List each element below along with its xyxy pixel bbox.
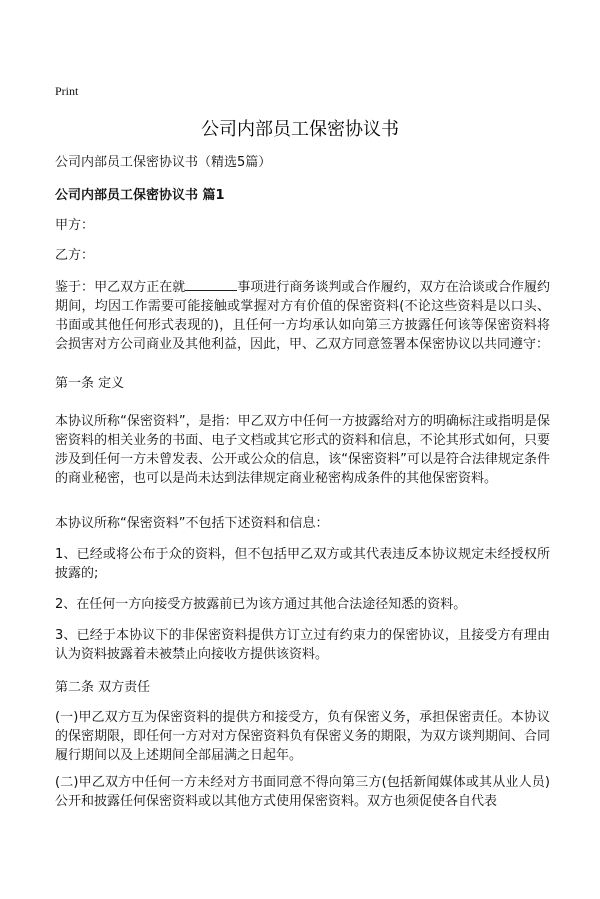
preamble-paragraph	[55, 278, 550, 354]
article1-item3: 3、已经于本协议下的非保密资料提供方订立过有约束力的保密协议，且接受方有理由认为资料披露着未被禁止向接收方提供该资料。	[55, 628, 550, 662]
preamble-rest: 事项进行商务谈判或合作履约，双方在洽谈或合作履约期间，均因工作需要可能接触或掌握对方有价值的保密资料(不论这些资料是以口头、书面或其他任何形式表现的)，且任何一方均承认如向第三方披露任何该等保密资料将会损害对方公司商业及其他利益，因此，甲、乙双方同意签署本保密协议以共同遵守：	[55, 280, 550, 352]
article2-paragraph2: (二)甲乙双方中任何一方未经对方书面同意不得向第三方(包括新闻媒体或其从业人员)公开和披露任何保密资料或以其他方式使用保密资料。双方也须促使各自代表	[55, 775, 550, 809]
article1-item1: 1、已经或将公布于众的资料，但不包括甲乙双方或其代表违反本协议规定未经授权所披露的;	[55, 547, 550, 581]
article2-paragraph1: (一)甲乙双方互为保密资料的提供方和接受方，负有保密义务，承担保密责任。本协议的保密期限，即任何一方对对方保密资料负有保密义务的期限，为双方谈判期间、合同履行期间以及上述期间全部届满之日起年。	[55, 710, 550, 763]
article1-paragraph1: 本协议所称“保密资料”，是指：甲乙双方中任何一方披露给对方的明确标注或指明是保密资料的相关业务的书面、电子文档或其它形式的资料和信息，不论其形式如何，只要涉及到任何一方未曾发表、公开或公众的信息，该“保密资料”可以是符合法律规定条件的商业秘密，也可以是尚未达到法律规定商业秘密构成条件的其他保密资料。	[55, 414, 550, 486]
article1-paragraph2: 本协议所称“保密资料”不包括下述资料和信息：	[55, 516, 329, 531]
party-a-label: 甲方：	[55, 218, 95, 233]
section-heading: 公司内部员工保密协议书 篇1	[55, 188, 225, 203]
blank-underline	[185, 278, 237, 291]
print-label: Print	[55, 84, 79, 98]
document-title: 公司内部员工保密协议书	[201, 119, 399, 140]
party-b-label: 乙方：	[55, 248, 95, 263]
article1-item2: 2、在任何一方向接受方披露前已为该方通过其他合法途径知悉的资料。	[55, 597, 467, 612]
document-subtitle: 公司内部员工保密协议书（精选5篇）	[55, 155, 272, 170]
article2-heading: 第二条 双方责任	[55, 680, 151, 695]
preamble-start: 鉴于：甲乙双方正在就	[55, 280, 186, 295]
article1-heading: 第一条 定义	[55, 376, 125, 391]
